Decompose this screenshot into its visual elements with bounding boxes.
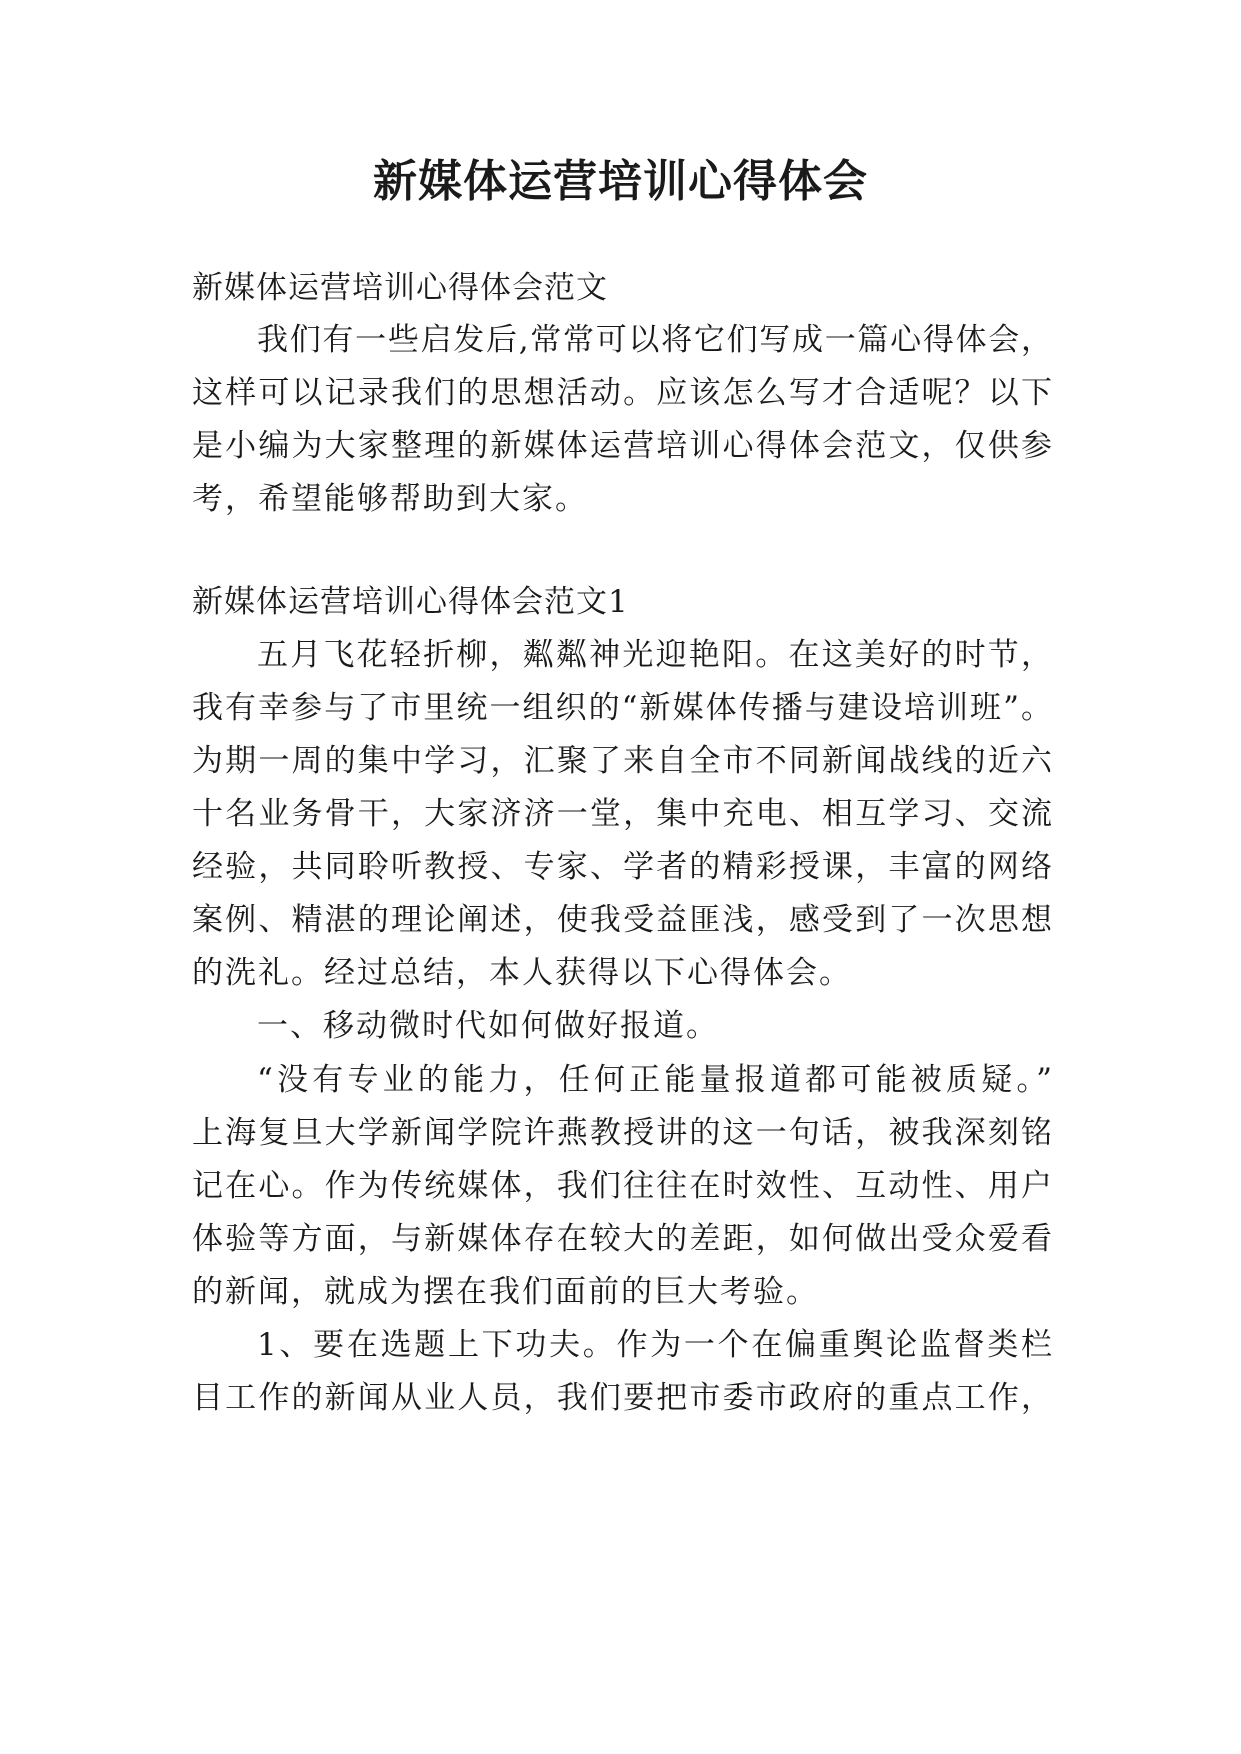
paragraph-line: 记在心。作为传统媒体，我们往往在时效性、互动性、用户	[192, 1168, 1052, 1204]
paragraph-line: 为期一周的集中学习，汇聚了来自全市不同新闻战线的近六	[192, 743, 1052, 779]
paragraph-line: 我有幸参与了市里统一组织的“新媒体传播与建设培训班”。	[192, 690, 1052, 726]
paragraph-line: 的新闻，就成为摆在我们面前的巨大考验。	[192, 1274, 819, 1310]
paragraph-line: 上海复旦大学新闻学院许燕教授讲的这一句话，被我深刻铭	[192, 1115, 1052, 1151]
paragraph-line: 考，希望能够帮助到大家。	[192, 481, 588, 517]
paragraph-line: 我们有一些启发后,常常可以将它们写成一篇心得体会，	[257, 322, 1052, 358]
paragraph-line: 十名业务骨干，大家济济一堂，集中充电、相互学习、交流	[192, 796, 1052, 832]
section-heading: 新媒体运营培训心得体会范文	[192, 270, 608, 306]
paragraph-line: 经验，共同聆听教授、专家、学者的精彩授课，丰富的网络	[192, 849, 1052, 885]
paragraph-line: 五月飞花轻折柳，粼粼神光迎艳阳。在这美好的时节，	[257, 637, 1052, 673]
section-heading: 新媒体运营培训心得体会范文1	[192, 584, 629, 620]
subsection-heading: 一、移动微时代如何做好报道。	[257, 1008, 719, 1044]
document-title: 新媒体运营培训心得体会	[373, 156, 868, 207]
paragraph-line: 1、要在选题上下功夫。作为一个在偏重舆论监督类栏	[257, 1327, 1052, 1363]
paragraph-line: 的洗礼。经过总结，本人获得以下心得体会。	[192, 955, 852, 991]
paragraph-line: 这样可以记录我们的思想活动。应该怎么写才合适呢？以下	[192, 375, 1052, 411]
paragraph-line: “没有专业的能力，任何正能量报道都可能被质疑。”	[257, 1062, 1052, 1098]
paragraph-line: 案例、精湛的理论阐述，使我受益匪浅，感受到了一次思想	[192, 902, 1052, 938]
paragraph-line: 是小编为大家整理的新媒体运营培训心得体会范文，仅供参	[192, 428, 1052, 464]
paragraph-line: 目工作的新闻从业人员，我们要把市委市政府的重点工作，	[192, 1380, 1052, 1416]
paragraph-line: 体验等方面，与新媒体存在较大的差距，如何做出受众爱看	[192, 1221, 1052, 1257]
